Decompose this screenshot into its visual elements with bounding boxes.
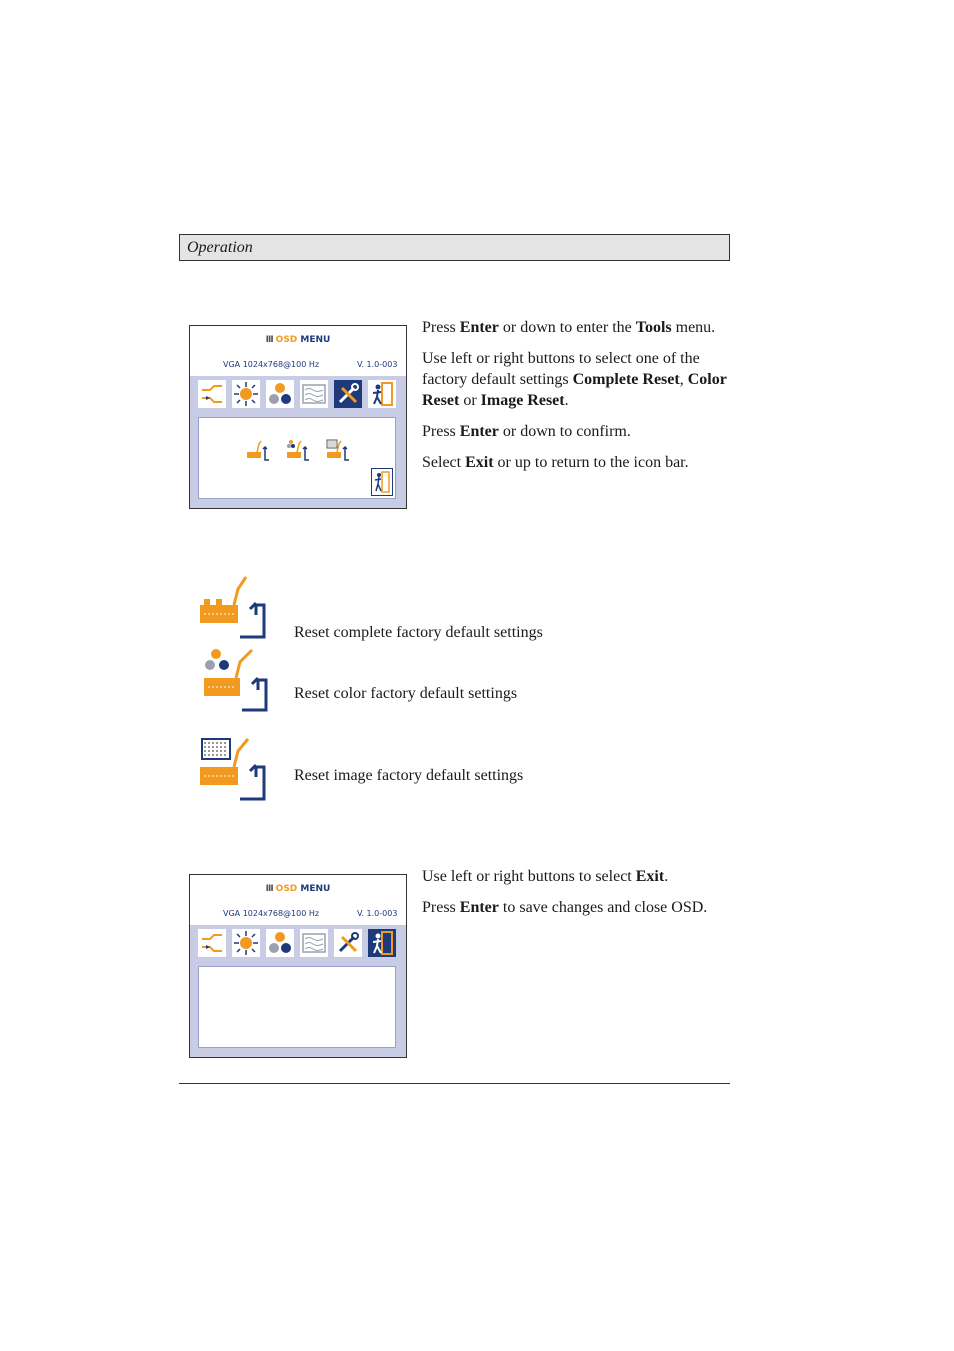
image-reset-legend-icon xyxy=(198,737,270,803)
input-icon[interactable] xyxy=(198,380,226,408)
instruction-confirm: Press Enter or down to confirm. xyxy=(422,423,631,440)
instruction-return: Select Exit or up to return to the icon bar. xyxy=(422,454,689,471)
tools-icon[interactable] xyxy=(334,929,362,957)
color-reset-legend-icon xyxy=(198,648,270,714)
color-reset-icon[interactable] xyxy=(285,438,313,464)
image-icon[interactable] xyxy=(300,929,328,957)
exit-icon[interactable] xyxy=(368,380,396,408)
content-exit-button[interactable] xyxy=(371,468,393,496)
osd-icon-bar xyxy=(194,927,402,961)
footer-divider xyxy=(179,1083,730,1084)
exit-instructions xyxy=(422,866,732,918)
exit-icon[interactable] xyxy=(368,929,396,957)
complete-reset-icon[interactable] xyxy=(245,438,273,464)
osd-signal-info: VGA 1024x768@100 Hz xyxy=(223,360,320,369)
osd-exit-content xyxy=(198,966,396,1048)
instruction-enter-tools: Press Enter or down to enter the Tools menu. xyxy=(422,319,716,336)
legend-image-label: Reset image factory default settings xyxy=(294,767,524,784)
osd-title: III OSD MENU xyxy=(265,884,331,894)
color-icon[interactable] xyxy=(266,380,294,408)
image-reset-icon[interactable] xyxy=(325,438,353,464)
brightness-icon[interactable] xyxy=(232,380,260,408)
brightness-icon[interactable] xyxy=(232,929,260,957)
osd-screenshot-exit xyxy=(189,874,407,1058)
osd-icon-bar xyxy=(194,378,402,412)
tools-instructions xyxy=(422,317,732,473)
color-icon[interactable] xyxy=(266,929,294,957)
osd-tools-content xyxy=(198,417,396,499)
osd-version: V. 1.0-003 xyxy=(357,360,398,369)
tools-icon[interactable] xyxy=(334,380,362,408)
osd-version: V. 1.0-003 xyxy=(357,909,398,918)
instruction-save-close: Press Enter to save changes and close OSD. xyxy=(422,899,708,916)
osd-screenshot-tools xyxy=(189,325,407,509)
instruction-select-exit: Use left or right buttons to select Exit. xyxy=(422,868,669,885)
input-icon[interactable] xyxy=(198,929,226,957)
image-icon[interactable] xyxy=(300,380,328,408)
section-header xyxy=(179,234,730,261)
legend-color-label: Reset color factory default settings xyxy=(294,685,518,702)
legend-complete-label: Reset complete factory default settings xyxy=(294,624,543,641)
section-header-title: Operation xyxy=(187,239,253,256)
osd-title: III OSD MENU xyxy=(265,335,331,345)
instruction-select-reset: Use left or right buttons to select one of the factory default settings Complete Reset, Color Reset or Image Reset. xyxy=(422,350,727,409)
osd-signal-info: VGA 1024x768@100 Hz xyxy=(223,909,320,918)
complete-reset-legend-icon xyxy=(198,575,270,641)
